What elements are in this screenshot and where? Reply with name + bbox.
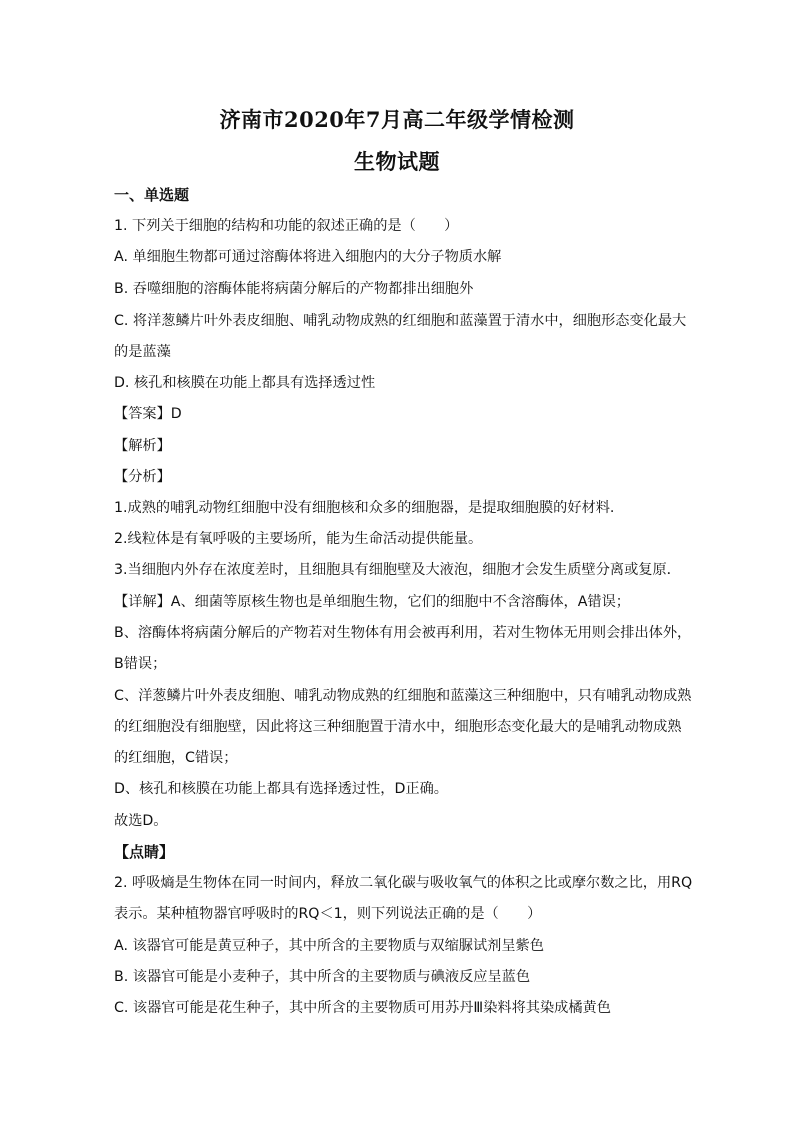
q1-analysis-3: 3.当细胞内外存在浓度差时，且细胞具有细胞壁及大液泡，细胞才会发生质壁分离或复原． (114, 562, 681, 578)
q1-detail-6: 的红细胞，C错误； (114, 750, 238, 766)
q1-option-d: D. 核孔和核膜在功能上都具有选择透过性 (114, 375, 376, 391)
q2-stem-line2: 表示。某种植物器官呼吸时的RQ＜1，则下列说法正确的是（ ） (114, 906, 542, 922)
q1-option-b: B. 吞噬细胞的溶酶体能将病菌分解后的产物都排出细胞外 (114, 281, 474, 297)
q1-option-c-line2: 的是蓝藻 (114, 344, 171, 360)
q1-analysis-2: 2.线粒体是有氧呼吸的主要场所，能为生命活动提供能量。 (114, 531, 483, 547)
q1-stem: 1. 下列关于细胞的结构和功能的叙述正确的是（ ） (114, 218, 459, 234)
q1-detail-3: B错误； (114, 656, 167, 672)
q1-dianjing-label: 【点睛】 (114, 843, 175, 861)
exam-title: 济南市2020年7月高二年级学情检测 (219, 107, 575, 132)
q2-option-b: B. 该器官可能是小麦种子，其中所含的主要物质与碘液反应呈蓝色 (114, 969, 531, 985)
q1-answer: 【答案】D (114, 406, 182, 422)
q1-jiexi-label: 【解析】 (114, 438, 171, 454)
q1-option-a: A. 单细胞生物都可通过溶酶体将进入细胞内的大分子物质水解 (114, 249, 502, 265)
q1-detail-5: 的红细胞没有细胞壁，因此将这三种细胞置于清水中，细胞形态变化最大的是哺乳动物成熟 (114, 719, 682, 735)
q1-fenxi-label: 【分析】 (114, 469, 171, 485)
q2-option-a: A. 该器官可能是黄豆种子，其中所含的主要物质与双缩脲试剂呈紫色 (114, 938, 544, 954)
q1-analysis-1: 1.成熟的哺乳动物红细胞中没有细胞核和众多的细胞器，是提取细胞膜的好材料. (114, 500, 615, 516)
q1-detail-7: D、核孔和核膜在功能上都具有选择透过性，D正确。 (114, 781, 448, 797)
exam-subtitle: 生物试题 (354, 149, 440, 174)
q1-option-c-line1: C. 将洋葱鳞片叶外表皮细胞、哺乳动物成熟的红细胞和蓝藻置于清水中，细胞形态变化最大 (114, 313, 687, 329)
q1-detail-1: 【详解】A、细菌等原核生物也是单细胞生物，它们的细胞中不含溶酶体，A错误； (114, 594, 630, 610)
q1-detail-2: B、溶酶体将病菌分解后的产物若对生物体有用会被再利用，若对生物体无用则会排出体外， (114, 625, 692, 641)
section-heading: 一、单选题 (114, 186, 190, 204)
q1-detail-4: C、洋葱鳞片叶外表皮细胞、哺乳动物成熟的红细胞和蓝藻这三种细胞中，只有哺乳动物成熟 (114, 688, 692, 704)
q1-conclusion: 故选D。 (114, 813, 168, 829)
q2-stem-line1: 2. 呼吸熵是生物体在同一时间内，释放二氧化碳与吸收氧气的体积之比或摩尔数之比，用RQ (114, 875, 693, 891)
q2-option-c: C. 该器官可能是花生种子，其中所含的主要物质可用苏丹Ⅲ染料将其染成橘黄色 (114, 1000, 611, 1016)
